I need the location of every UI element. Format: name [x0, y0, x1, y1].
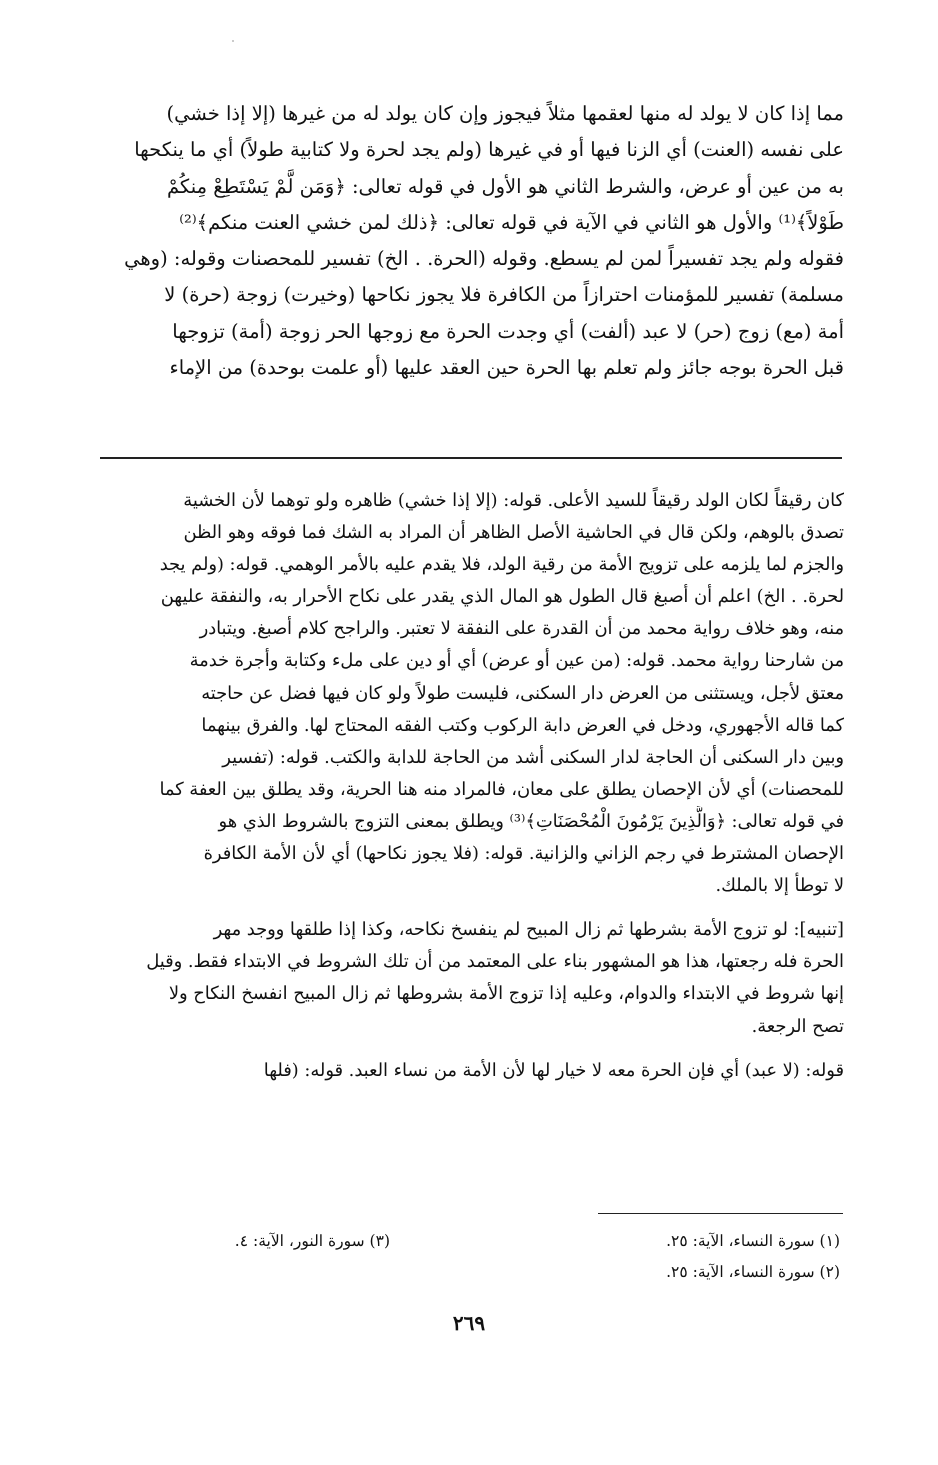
main-text	[98, 96, 844, 386]
footnote-1: (١) سورة النساء، الآية: ٢٥.	[666, 1232, 840, 1250]
commentary-line: كان رقيقاً لكان الولد رقيقاً للسيد الأعلى. قوله: (إلا إذا خشي) ظاهره ولو توهما لأن الخشية	[183, 490, 844, 511]
commentary-line: من شارحنا رواية محمد. قوله: (من عين أو عرض) أي أو دين على ملء وكتابة وأجرة خدمة	[189, 650, 844, 672]
footnote-2: (٢) سورة النساء، الآية: ٢٥.	[666, 1263, 840, 1281]
commentary-line: إنها شروط في الابتداء والدوام، وعليه إذا تزوج الأمة بشروطها ثم زال المبيح انفسخ النكاح ولا	[168, 983, 844, 1005]
main-line: أمة (مع) زوج (حر) لا عبد (ألفت) أي وجدت الحرة مع زوجها الحر زوجة (أمة) تزوجها	[172, 319, 844, 343]
commentary-line: منه، وهو خلاف رواية محمد من أن القدرة على النفقة لا تعتبر. والراجح كلام أصبغ. ويتبادر	[199, 618, 844, 640]
commentary-line: تصح الرجعة.	[751, 1015, 844, 1037]
commentary-line: وبين دار السكنى أن الحاجة لدار السكنى أشد من الحاجة للدابة والكتب. قوله: (تفسير	[222, 746, 844, 768]
main-line: مسلمة) تفسير للمؤمنات احترازاً من الكافرة فلا يجوز نكاحها (وخيرت) زوجة (حرة) لا	[164, 283, 844, 307]
commentary-line: قوله: (لا عبد) أي فإن الحرة معه لا خيار لها لأن الأمة من نساء العبد. قوله: (فلها	[263, 1059, 844, 1081]
main-line: فقوله ولم يجد تفسيراً لمن لم يسطع. وقوله (الحرة. . الخ) تفسير للمحصنات وقوله: (وهي	[124, 247, 844, 271]
footnote-divider	[598, 1213, 843, 1214]
scan-speck	[232, 40, 234, 42]
commentary-line: الإحصان المشترط في رجم الزاني والزانية. قوله: (فلا يجوز نكاحها) أي لأن الأمة الكافرة	[203, 843, 844, 865]
main-line: على نفسه (العنت) أي الزنا فيها أو في غيرها (ولم يجد لحرة ولا كتابية طولاً) أي ما ينكحها	[134, 138, 844, 162]
commentary-line: معتق لأجل، ويستثنى من العرض دار السكنى، فليست طولاً ولو كان فيها فضل عن حاجته	[201, 682, 844, 704]
commentary-line: [تنبيه]: لو تزوج الأمة بشرطها ثم زال المبيح لم ينفسخ نكاحه، وكذا إذا طلقها ووجد مهر	[213, 919, 844, 941]
commentary-line: لا توطأ إلا بالملك.	[715, 875, 844, 897]
text-divider	[100, 457, 842, 459]
page-number: ٢٦٩	[452, 1311, 486, 1335]
main-line: قبل الحرة بوجه جائز ولم تعلم بها الحرة حين العقد عليها (أو علمت بوحدة) من الإماء	[169, 356, 844, 380]
commentary	[98, 485, 844, 1087]
main-line: طَوْلاً﴾⁽¹⁾ والأول هو الثاني في الآية في قوله تعالى: ﴿ذلك لمن خشي العنت منكم﴾⁽²⁾	[179, 210, 844, 234]
commentary-line: كما قاله الأجهوري، ودخل في العرض دابة الركوب وكتب الفقه المحتاج لها. والفرق بينهما	[201, 714, 844, 736]
commentary-line: الحرة فله رجعتها، هذا هو المشهور بناء على المعتمد من أن تلك الشروط في الابتداء فقط. وقيل	[146, 951, 844, 973]
commentary-line: للمحصنات) أي لأن الإحصان يطلق على معان، فالمراد منه هنا الحرية، وقد يطلق بين العفة كما	[159, 778, 844, 800]
main-line: به من عين أو عرض، والشرط الثاني هو الأول في قوله تعالى: ﴿وَمَن لَّمْ يَسْتَطِعْ مِنكُمْ	[166, 174, 844, 198]
commentary-line: في قوله تعالى: ﴿وَالَّذِينَ يَرْمُونَ الْمُحْصَنَاتِ﴾⁽³⁾ ويطلق بمعنى التزوج بالشروط الذي هو	[218, 810, 844, 832]
main-line: مما إذا كان لا يولد له منها لعقمها مثلاً فيجوز وإن كان يولد له من غيرها (إلا إذا خشي)	[166, 102, 844, 125]
commentary-line: والجزم لما يلزمه على تزويج الأمة من رقية الولد، فلا يقدم عليه بالأمر الوهمي. قوله: (ولم يجد	[159, 554, 844, 576]
commentary-line: تصدق بالوهم، ولكن قال في الحاشية الأصل الظاهر أن المراد به الشك فما فوقه وهو الظن	[183, 522, 844, 544]
footnote-3: (٣) سورة النور، الآية: ٤.	[234, 1232, 390, 1250]
commentary-line: لحرة. . الخ) اعلم أن أصبغ قال الطول هو المال الذي يقدر على نكاح الأحرار به، والنفقة عليهن	[160, 586, 844, 608]
